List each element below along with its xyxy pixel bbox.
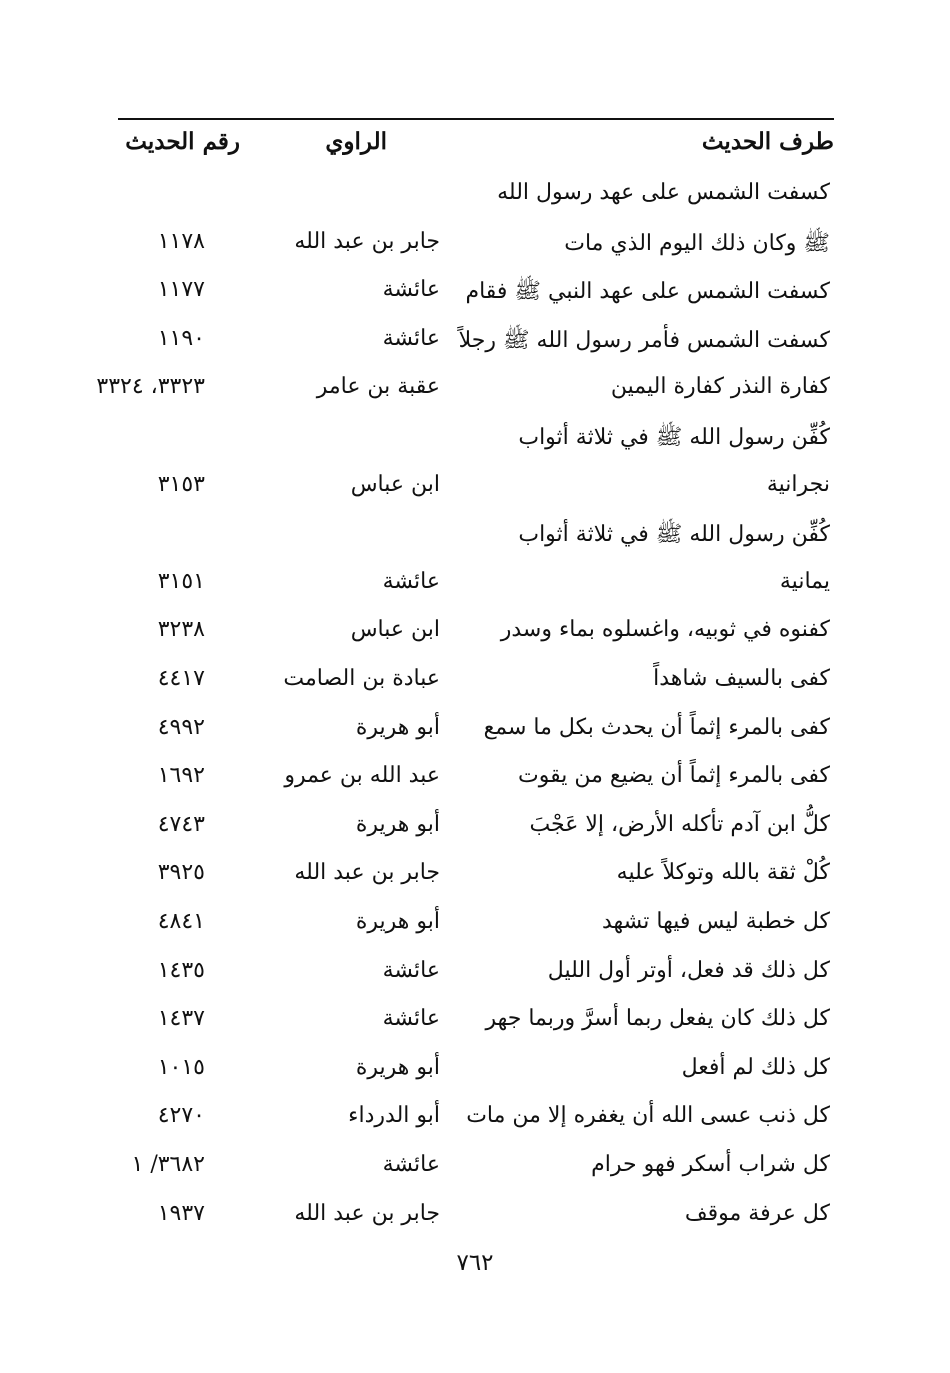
hadith-text: ﷺ وكان ذلك اليوم الذي مات [564, 230, 830, 256]
hadith-text: كل ذنب عسى الله أن يغفره إلا من مات [466, 1103, 830, 1129]
table-row [0, 666, 950, 715]
table-row [0, 1152, 950, 1201]
hadith-number: ٤٨٤١ [157, 909, 205, 934]
table-row [0, 958, 950, 1007]
narrator-name: عائشة [382, 277, 440, 303]
table-row [0, 860, 950, 909]
narrator-name: جابر بن عبد الله [294, 1200, 440, 1226]
narrator-name: ابن عباس [350, 617, 440, 643]
table-row [0, 617, 950, 666]
column-header-narrator: الراوي [325, 128, 387, 155]
narrator-name: جابر بن عبد الله [294, 860, 440, 886]
table-row [0, 277, 950, 326]
narrator-name: جابر بن عبد الله [294, 228, 440, 254]
hadith-number: ٣٩٢٥ [157, 860, 205, 886]
table-row [0, 909, 950, 958]
hadith-text: كل ذلك قد فعل، أوتر أول الليل [547, 957, 830, 983]
hadith-number: ٤٧٤٣ [157, 811, 205, 837]
hadith-number: ١١٧٧ [157, 277, 205, 303]
table-row [0, 229, 950, 278]
table-row [0, 1006, 950, 1055]
column-header-hadith: طرف الحديث [701, 128, 834, 155]
narrator-name: ابن عباس [350, 471, 440, 497]
hadith-number: ٣٦٨٢/ ١ [131, 1152, 205, 1177]
hadith-number: ١٠١٥ [157, 1054, 205, 1080]
page-number: ٧٦٢ [456, 1250, 494, 1276]
narrator-name: عائشة [382, 957, 440, 983]
hadith-text: يمانية [779, 568, 830, 594]
table-row [0, 326, 950, 375]
hadith-number: ٣٢٣٨ [157, 617, 205, 643]
narrator-name: عبد الله بن عمرو [284, 763, 440, 789]
table-row [0, 1103, 950, 1152]
table-row [0, 374, 950, 423]
hadith-text: كسفت الشمس على عهد رسول الله [497, 180, 830, 205]
hadith-number: ٣١٥١ [157, 568, 205, 594]
hadith-number: ٤٩٩٢ [157, 714, 205, 740]
hadith-text: كفارة النذر كفارة اليمين [610, 374, 830, 400]
hadith-text: كل خطبة ليس فيها تشهد [601, 909, 830, 934]
narrator-name: عائشة [382, 1006, 440, 1032]
hadith-number: ٣١٥٣ [157, 471, 205, 497]
table-row [0, 423, 950, 472]
table-row [0, 1055, 950, 1104]
hadith-text: كفى بالسيف شاهداً [653, 666, 830, 691]
hadith-text: كُلْ ثقة بالله وتوكلاً عليه [616, 860, 830, 886]
hadith-text: كل عرفة موقف [684, 1200, 830, 1226]
hadith-text: كسفت الشمس فأمر رسول الله ﷺ رجلاً [458, 327, 830, 353]
hadith-number: ١٦٩٢ [157, 763, 205, 789]
hadith-number: ٤٢٧٠ [157, 1103, 205, 1129]
hadith-number: ١٤٣٥ [157, 957, 205, 983]
hadith-number: ٤٤١٧ [157, 666, 205, 691]
table-row [0, 715, 950, 764]
hadith-text: كفنوه في ثوبيه، واغسلوه بماء وسدر [500, 617, 830, 643]
header-rule [118, 118, 834, 120]
hadith-text: كفى بالمرء إثماً أن يضيع من يقوت [518, 763, 830, 789]
table-row [0, 812, 950, 861]
hadith-text: كفى بالمرء إثماً أن يحدث بكل ما سمع [483, 714, 830, 740]
narrator-name: عائشة [382, 568, 440, 594]
narrator-name: عائشة [382, 325, 440, 351]
table-row [0, 472, 950, 521]
column-header-number: رقم الحديث [125, 128, 240, 155]
hadith-text: كل ذلك لم أفعل [681, 1054, 830, 1080]
narrator-name: عقبة بن عامر [316, 374, 440, 400]
narrator-name: عبادة بن الصامت [283, 666, 440, 691]
table-row [0, 1201, 950, 1250]
narrator-name: أبو هريرة [355, 714, 440, 740]
hadith-number: ١٤٣٧ [157, 1006, 205, 1032]
hadith-text: كسفت الشمس على عهد النبي ﷺ فقام [465, 279, 830, 305]
narrator-name: عائشة [382, 1152, 440, 1177]
table-row [0, 180, 950, 229]
hadith-text: كل ذلك كان يفعل ربما أسرَّ وربما جهر [485, 1006, 830, 1032]
hadith-number: ١٩٣٧ [157, 1200, 205, 1226]
hadith-text: كُفِّن رسول الله ﷺ في ثلاثة أثواب [518, 425, 830, 450]
narrator-name: أبو هريرة [355, 1054, 440, 1080]
table-row [0, 569, 950, 618]
narrator-name: أبو هريرة [355, 811, 440, 837]
table-row [0, 763, 950, 812]
hadith-text: نجرانية [766, 471, 830, 497]
hadith-number: ١١٩٠ [157, 325, 205, 351]
hadith-text: كُفِّن رسول الله ﷺ في ثلاثة أثواب [518, 522, 830, 548]
narrator-name: أبو هريرة [355, 909, 440, 934]
hadith-number: ٣٣٢٣، ٣٣٢٤ [96, 374, 205, 400]
hadith-number: ١١٧٨ [157, 228, 205, 254]
hadith-text: كل شراب أسكر فهو حرام [591, 1152, 830, 1177]
table-row [0, 520, 950, 569]
narrator-name: أبو الدرداء [348, 1103, 440, 1129]
hadith-text: كلُّ ابن آدم تأكله الأرض، إلا عَجْبَ [529, 811, 830, 837]
